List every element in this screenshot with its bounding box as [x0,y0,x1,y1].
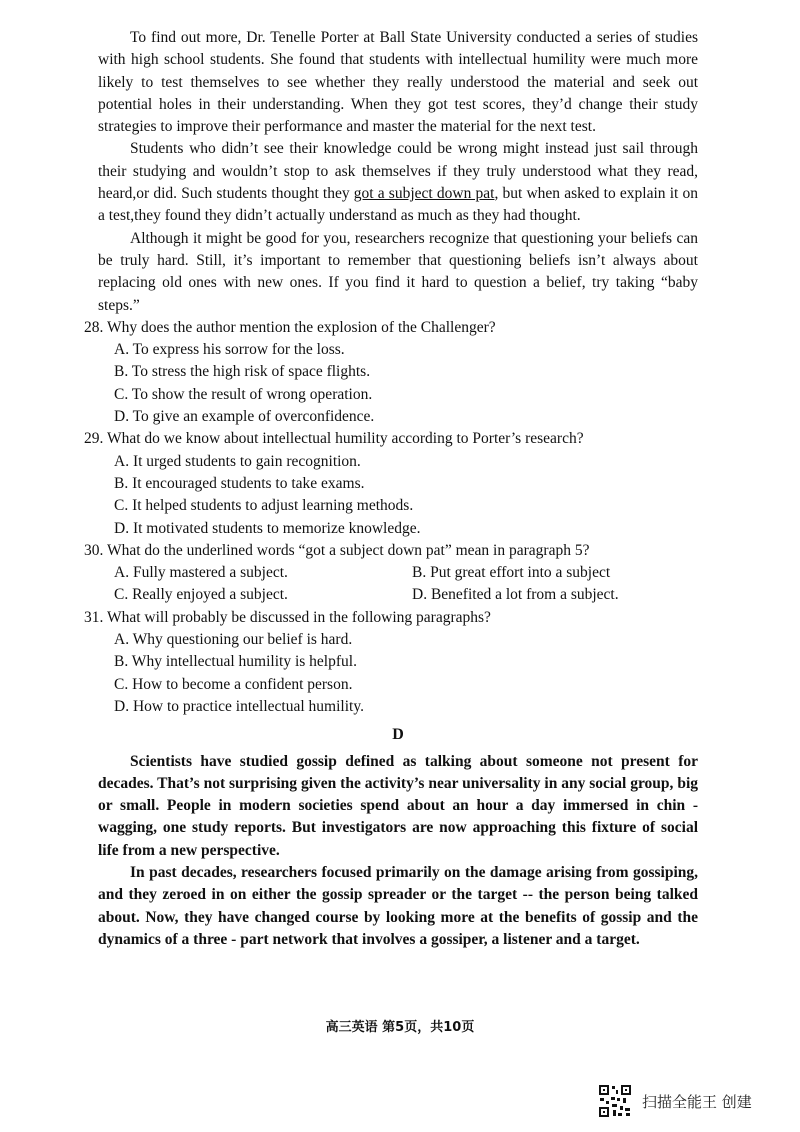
option-30-a: A. Fully mastered a subject. [114,564,288,582]
option-30-b: B. Put great effort into a subject [412,564,611,582]
section-d-paragraph-2: In past decades, researchers focused primarily on the damage arising from gossiping, and they zeroed in on either the gossip spreader or the target -- the person being talked about. Now, they have changed course by looking more at the benefits of gossip and the dynamics of a three - part network that involves a gossiper, a listener and a target. [98,863,698,948]
options-30-row-1 [114,562,698,584]
paragraph-4: To find out more, Dr. Tenelle Porter at Ball State University conducted a series of studies with high school students. She found that students with intellectual humility were much more likely to test themselves to see whether they really understood the material and seek out potential holes in their understanding. When they got test scores, they’d change their study strategies to improve their performance and master the material for the next test. [98,29,698,136]
question-28: 28. Why does the author mention the explosion of the Challenger? [84,318,496,336]
option-31-c: C. How to become a confident person. [114,675,353,693]
option-29-c: C. It helped students to adjust learning methods. [114,497,414,515]
paragraph-5-start: Students who didn’t see their knowledge could be wrong might instead just sail through their studying and wouldn’t stop to ask themselves if they truly understood what they read, heard,or did. Such students thought they [98,140,698,203]
section-d-paragraph-1: Scientists have studied gossip defined as talking about someone not present for decades. That’s not surprising given the activity’s near universality in any social group, big or small. People in modern societies spend about an hour a day immersed in chin - wagging, one study reports. But investigators are now approaching this fixture of social life from a new perspective. [98,752,698,859]
watermark-text: 扫描全能王 创建 [642,1092,752,1111]
scanner-watermark [598,1084,752,1118]
option-29-b: B. It encouraged students to take exams. [114,474,365,492]
option-31-a: A. Why questioning our belief is hard. [114,631,353,649]
options-30-row-2 [114,584,698,606]
option-31-b: B. Why intellectual humility is helpful. [114,653,357,671]
question-29: 29. What do we know about intellectual humility according to Porter’s research? [84,430,584,448]
option-30-d: D. Benefited a lot from a subject. [412,586,619,604]
paragraph-5-end: , but when asked to explain it on a test,they found they didn’t actually understand as much as they had thought. [98,185,698,225]
underlined-phrase: got a subject down pat [353,185,495,203]
qr-code-icon [598,1084,632,1118]
option-28-a: A. To express his sorrow for the loss. [114,341,345,359]
option-28-b: B. To stress the high risk of space flights. [114,363,371,381]
option-28-d: D. To give an example of overconfidence. [114,408,375,426]
option-29-a: A. It urged students to gain recognition. [114,452,361,470]
question-31: 31. What will probably be discussed in the following paragraphs? [84,608,491,626]
page-footer: 高三英语 第5页，共10页 [325,1020,475,1035]
question-30: 30. What do the underlined words “got a subject down pat” mean in paragraph 5? [84,541,590,559]
option-30-c: C. Really enjoyed a subject. [114,586,288,604]
paragraph-6: Although it might be good for you, researchers recognize that questioning your beliefs can be truly hard. Still, it’s important to remember that questioning beliefs isn’t always about replacing old ones with new ones. If you find it hard to question a belief, try taking “baby steps.” [98,229,698,314]
option-28-c: C. To show the result of wrong operation. [114,385,373,403]
paragraph-5 [98,138,698,227]
exam-page [84,27,698,951]
option-29-d: D. It motivated students to memorize knowledge. [114,519,421,537]
option-31-d: D. How to practice intellectual humility. [114,697,364,715]
section-heading-d: D [392,726,404,744]
